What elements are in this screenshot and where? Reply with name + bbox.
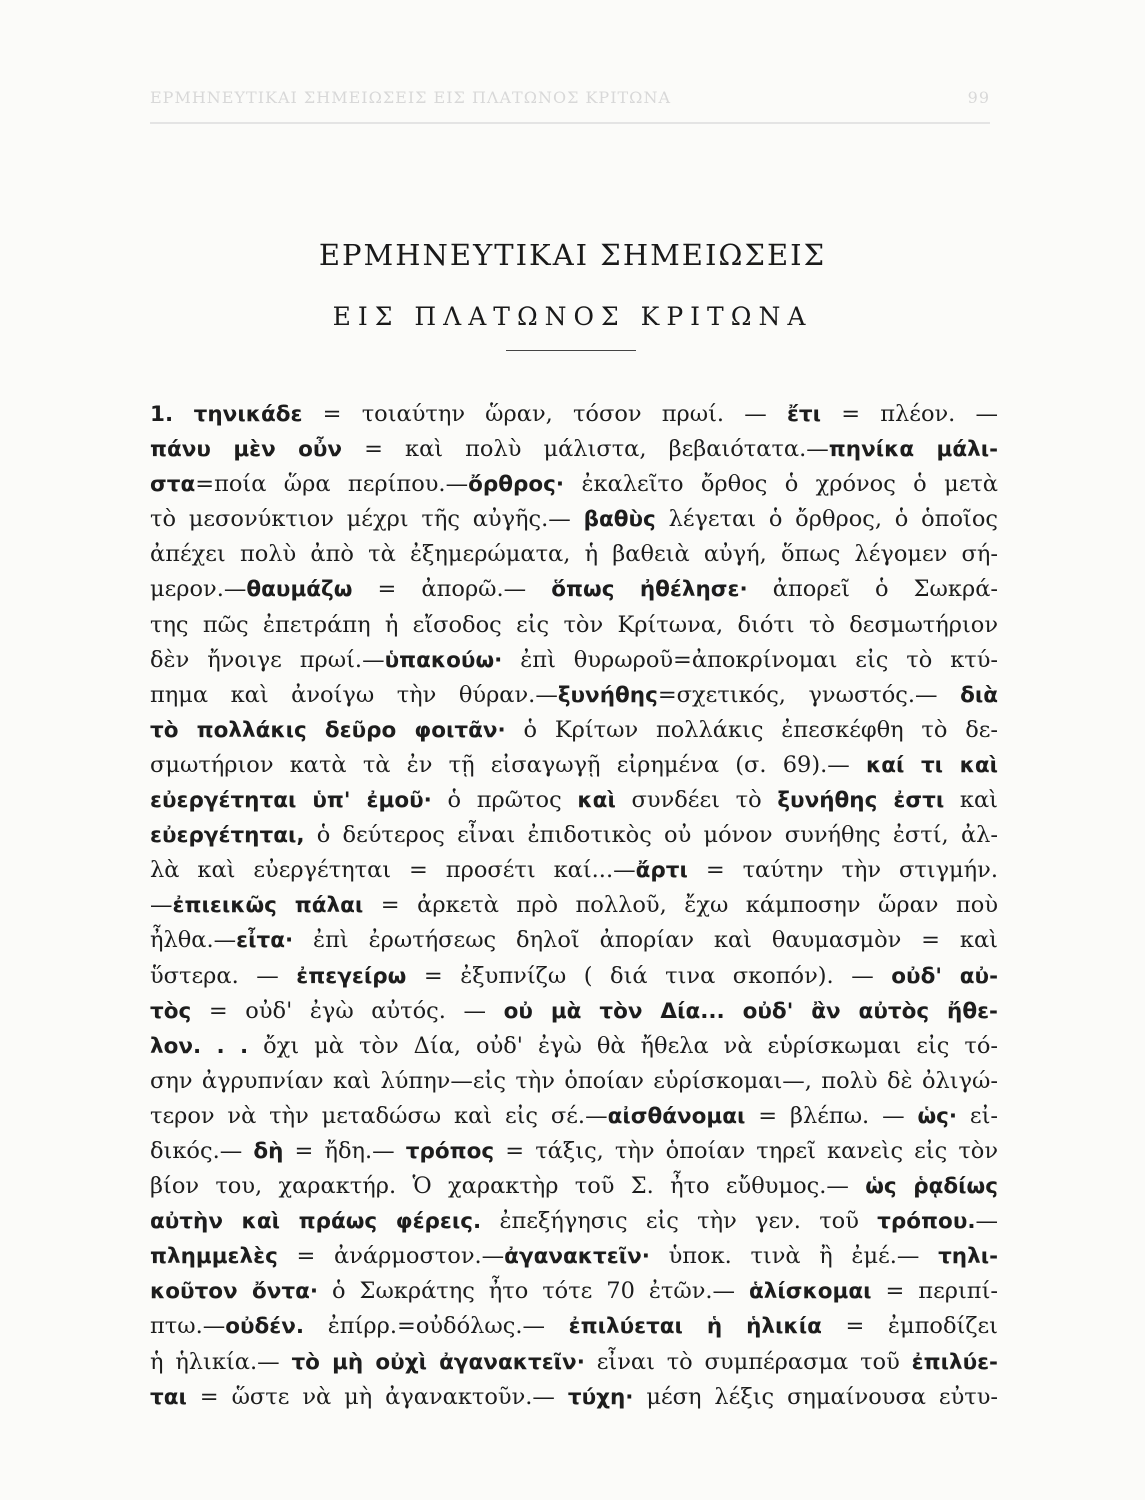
gloss-text: ἐκαλεῖτο ὄρθος ὁ χρόνος ὁ μετὰ xyxy=(564,471,998,498)
lemma-term: ἁλίσκομαι xyxy=(749,1279,872,1305)
text-line xyxy=(150,959,998,994)
gloss-text: βίον του, χαρακτήρ. Ὁ χαρακτὴρ τοῦ Σ. ἦτο εὔθυμος.— xyxy=(150,1173,866,1200)
text-line xyxy=(150,1309,998,1344)
gloss-text: = ἀνάρμοστον.— xyxy=(277,1243,505,1270)
text-line xyxy=(150,1274,998,1309)
gloss-text: συνδέει τὸ xyxy=(615,787,778,814)
lemma-term: ται xyxy=(150,1384,187,1410)
lemma-term: εὐεργέτηται ὑπ' ἐμοῦ· xyxy=(150,788,432,814)
gloss-text: ἐπὶ θυρωροῦ=ἀποκρίνομαι εἰς τὸ κτύ- xyxy=(502,646,998,673)
gloss-text: ὕστερα. — xyxy=(150,962,297,989)
gloss-text: ἀπορεῖ ὁ Σωκρά- xyxy=(747,576,998,603)
text-line xyxy=(150,713,998,748)
gloss-text: σμωτήριον κατὰ τὰ ἐν τῇ εἰσαγωγῇ εἰρημένα (σ. 69).— xyxy=(150,751,866,778)
gloss-text: = καὶ πολὺ μάλιστα, βεβαιότατα.— xyxy=(342,436,829,463)
lemma-term: στα xyxy=(150,472,196,498)
gloss-text: ἦλθα.— xyxy=(150,927,237,954)
gloss-text: ἀπέχει πολὺ ἀπὸ τὰ ἐξημερώματα, ἡ βαθειὰ αὐγή, ὅπως λέγομεν σή- xyxy=(150,541,998,568)
lemma-term: ἄρτι xyxy=(635,858,688,884)
text-line xyxy=(150,783,998,818)
commentary-body xyxy=(150,397,998,1415)
bleed-through-rule xyxy=(150,122,990,124)
bleed-through-page-number: 99 xyxy=(967,88,990,107)
lemma-term: 1. τηνικάδε xyxy=(150,402,303,427)
bleed-through-header xyxy=(150,88,990,107)
gloss-text: λέγεται ὁ ὄρθρος, ὁ ὁποῖος xyxy=(655,506,998,533)
lemma-term: ἐπιλύεται ἡ ἡλικία xyxy=(568,1314,822,1340)
gloss-text: της πῶς ἐπετράπη ἡ εἴσοδος εἰς τὸν Κρίτωνα, διότι τὸ δεσμωτήριον xyxy=(150,611,998,638)
text-line xyxy=(150,748,998,783)
lemma-term: τὸ μὴ οὐχὶ ἀγανακτεῖν· xyxy=(291,1349,585,1375)
text-line xyxy=(150,1064,998,1099)
lemma-term: ὄρθρος· xyxy=(468,472,565,498)
gloss-text: = ἐμποδίζει xyxy=(821,1313,998,1340)
lemma-term: οὐ μὰ τὸν Δία... οὐδ' ἂν αὐτὸς ἤθε- xyxy=(503,998,998,1024)
gloss-text: = τοιαύτην ὥραν, τόσον πρωί. — xyxy=(302,401,787,427)
text-line xyxy=(150,467,998,502)
gloss-text: =σχετικός, γνωστός.— xyxy=(657,681,961,708)
gloss-text: δικός.— xyxy=(150,1137,254,1164)
lemma-term: ὡς· xyxy=(917,1103,958,1129)
text-line xyxy=(150,1099,998,1134)
gloss-text: πημα καὶ ἀνοίγω τὴν θύραν.— xyxy=(150,681,558,708)
text-line xyxy=(150,643,998,678)
gloss-text: = ὥστε νὰ μὴ ἀγανακτοῦν.— xyxy=(186,1383,568,1410)
lemma-term: πηνίκα μάλι- xyxy=(828,437,999,463)
page-title: ΕΡΜΗΝΕΥΤΙΚΑΙ ΣΗΜΕΙΩΣΕΙΣ xyxy=(318,238,827,272)
lemma-term: ὅπως ἠθέλησε· xyxy=(551,577,748,603)
lemma-term: τὸ πολλάκις δεῦρο φοιτᾶν· xyxy=(150,717,506,743)
gloss-text: ἐπίρρ.=οὐδόλως.— xyxy=(304,1313,569,1340)
text-line xyxy=(150,923,998,958)
text-line xyxy=(150,1380,998,1415)
gloss-text: = ἤδη.— xyxy=(283,1137,406,1164)
gloss-text: = πλέον. — xyxy=(821,401,998,427)
lemma-term: ὡς ῥᾳδίως xyxy=(865,1174,998,1200)
text-line xyxy=(150,1204,998,1239)
text-line xyxy=(150,1239,998,1274)
gloss-text: = βλέπω. — xyxy=(745,1102,918,1129)
gloss-text: = ἀπορῶ.— xyxy=(352,576,552,603)
lemma-term: δὴ xyxy=(253,1138,284,1164)
lemma-term: αὐτὴν καὶ πράως φέρεις. xyxy=(150,1209,482,1235)
lemma-term: ξυνήθης xyxy=(557,682,658,708)
gloss-text: ὑποκ. τινὰ ἢ ἐμέ.— xyxy=(649,1243,939,1270)
gloss-text: λὰ καὶ εὐεργέτηται = προσέτι καί...— xyxy=(150,857,636,884)
lemma-term: ὑπακούω· xyxy=(384,647,503,673)
lemma-term: ἔτι xyxy=(786,402,822,427)
lemma-term: βαθὺς xyxy=(583,507,656,533)
lemma-term: τηλι- xyxy=(938,1244,998,1270)
lemma-term: θαυμάζω xyxy=(246,577,353,603)
lemma-term: τὸς xyxy=(150,998,192,1024)
lemma-term: εὐεργέτηται, xyxy=(150,823,305,849)
gloss-text: = περιπί- xyxy=(871,1278,999,1305)
page-subtitle: ΕΙΣ ΠΛΑΤΩΝΟΣ ΚΡΙΤΩΝΑ xyxy=(332,302,813,331)
gloss-text: = ἀρκετὰ πρὸ πολλοῦ, ἔχω κάμποσην ὥραν ποὺ xyxy=(363,892,999,919)
lemma-term: καί τι καὶ xyxy=(865,752,998,778)
lemma-term: ξυνήθης ἐστι xyxy=(777,788,945,814)
text-line xyxy=(150,888,998,923)
lemma-term: τύχη· xyxy=(567,1384,634,1410)
gloss-text: =ποία ὥρα περίπου.— xyxy=(195,471,469,498)
lemma-term: αἰσθάνομαι xyxy=(607,1103,746,1129)
text-line xyxy=(150,1345,998,1380)
text-line xyxy=(150,853,998,888)
text-line xyxy=(150,1169,998,1204)
gloss-text: δὲν ἤνοιγε πρωί.— xyxy=(150,646,385,673)
lemma-term: ἐπιεικῶς πάλαι xyxy=(172,893,364,919)
lemma-term: τρόπος xyxy=(405,1138,495,1164)
gloss-text: ἐπεξήγησις εἰς τὴν γεν. τοῦ xyxy=(481,1208,878,1235)
text-line xyxy=(150,994,998,1029)
gloss-text: ὁ Σωκράτης ἦτο τότε 70 ἐτῶν.— xyxy=(318,1278,750,1305)
lemma-term: πλημμελὲς xyxy=(150,1244,278,1270)
gloss-text: μερον.— xyxy=(150,576,247,603)
gloss-text: εἰ- xyxy=(957,1102,998,1129)
lemma-term: οὐδέν. xyxy=(225,1314,305,1340)
bleed-through-running-title: ΕΡΜΗΝΕΥΤΙΚΑΙ ΣΗΜΕΙΩΣΕΙΣ ΕΙΣ ΠΛΑΤΩΝΟΣ ΚΡΙΤΩΝΑ xyxy=(150,88,671,107)
title-divider xyxy=(506,350,636,351)
text-line xyxy=(150,397,998,432)
gloss-text: = ταύτην τὴν στιγμήν. xyxy=(687,857,998,884)
text-line xyxy=(150,537,998,572)
text-line xyxy=(150,818,998,853)
lemma-term: καὶ xyxy=(577,788,616,814)
gloss-text: ὁ δεύτερος εἶναι ἐπιδοτικὸς οὐ μόνον συνήθης ἐστί, ἀλ- xyxy=(304,822,998,849)
lemma-term: ἐπεγείρω xyxy=(296,963,407,989)
gloss-text: ὁ πρῶτος xyxy=(431,787,578,814)
gloss-text: — xyxy=(150,892,173,919)
gloss-text: σην ἀγρυπνίαν καὶ λύπην—εἰς τὴν ὁποίαν εὑρίσκομαι—, πολὺ δὲ ὀλιγώ- xyxy=(150,1067,998,1094)
text-line xyxy=(150,572,998,607)
text-line xyxy=(150,502,998,537)
gloss-text: = τάξις, τὴν ὁποίαν τηρεῖ κανεὶς εἰς τὸν xyxy=(494,1137,999,1164)
lemma-term: ἐπιλύε- xyxy=(911,1349,998,1375)
lemma-term: οὐδ' αὐ- xyxy=(891,963,999,989)
lemma-term: διὰ xyxy=(960,682,998,708)
gloss-text: ὁ Κρίτων πολλάκις ἐπεσκέφθη τὸ δε- xyxy=(505,716,999,743)
gloss-text: — xyxy=(975,1208,999,1235)
text-line xyxy=(150,432,998,467)
gloss-text: τὸ μεσονύκτιον μέχρι τῆς αὐγῆς.— xyxy=(150,506,584,533)
gloss-text: ὄχι μὰ τὸν Δία, οὐδ' ἐγὼ θὰ ἤθελα νὰ εὑρίσκωμαι εἰς τό- xyxy=(248,1032,998,1059)
lemma-term: πάνυ μὲν οὖν xyxy=(150,437,343,463)
lemma-term: τρόπου. xyxy=(877,1209,976,1235)
gloss-text: ἐπὶ ἐρωτήσεως δηλοῖ ἀπορίαν καὶ θαυμασμὸν = καὶ xyxy=(293,927,998,954)
gloss-text: πτω.— xyxy=(150,1313,226,1340)
text-line xyxy=(150,678,998,713)
gloss-text: = ἐξυπνίζω ( διά τινα σκοπόν). — xyxy=(406,962,892,989)
gloss-text: εἶναι τὸ συμπέρασμα τοῦ xyxy=(584,1348,912,1375)
gloss-text: καὶ xyxy=(944,787,998,814)
gloss-text: = οὐδ' ἐγὼ αὐτός. — xyxy=(191,997,504,1024)
gloss-text: τερον νὰ τὴν μεταδώσω καὶ εἰς σέ.— xyxy=(150,1102,608,1129)
text-line xyxy=(150,608,998,643)
lemma-term: ἀγανακτεῖν· xyxy=(504,1244,650,1270)
text-line xyxy=(150,1134,998,1169)
lemma-term: κοῦτον ὄντα· xyxy=(150,1279,319,1305)
lemma-term: εἶτα· xyxy=(236,928,294,954)
text-line xyxy=(150,1029,998,1064)
gloss-text: ἡ ἡλικία.— xyxy=(150,1348,292,1375)
lemma-term: λον. . . xyxy=(150,1033,249,1059)
gloss-text: μέση λέξις σημαίνουσα εὐτυ- xyxy=(633,1383,998,1410)
